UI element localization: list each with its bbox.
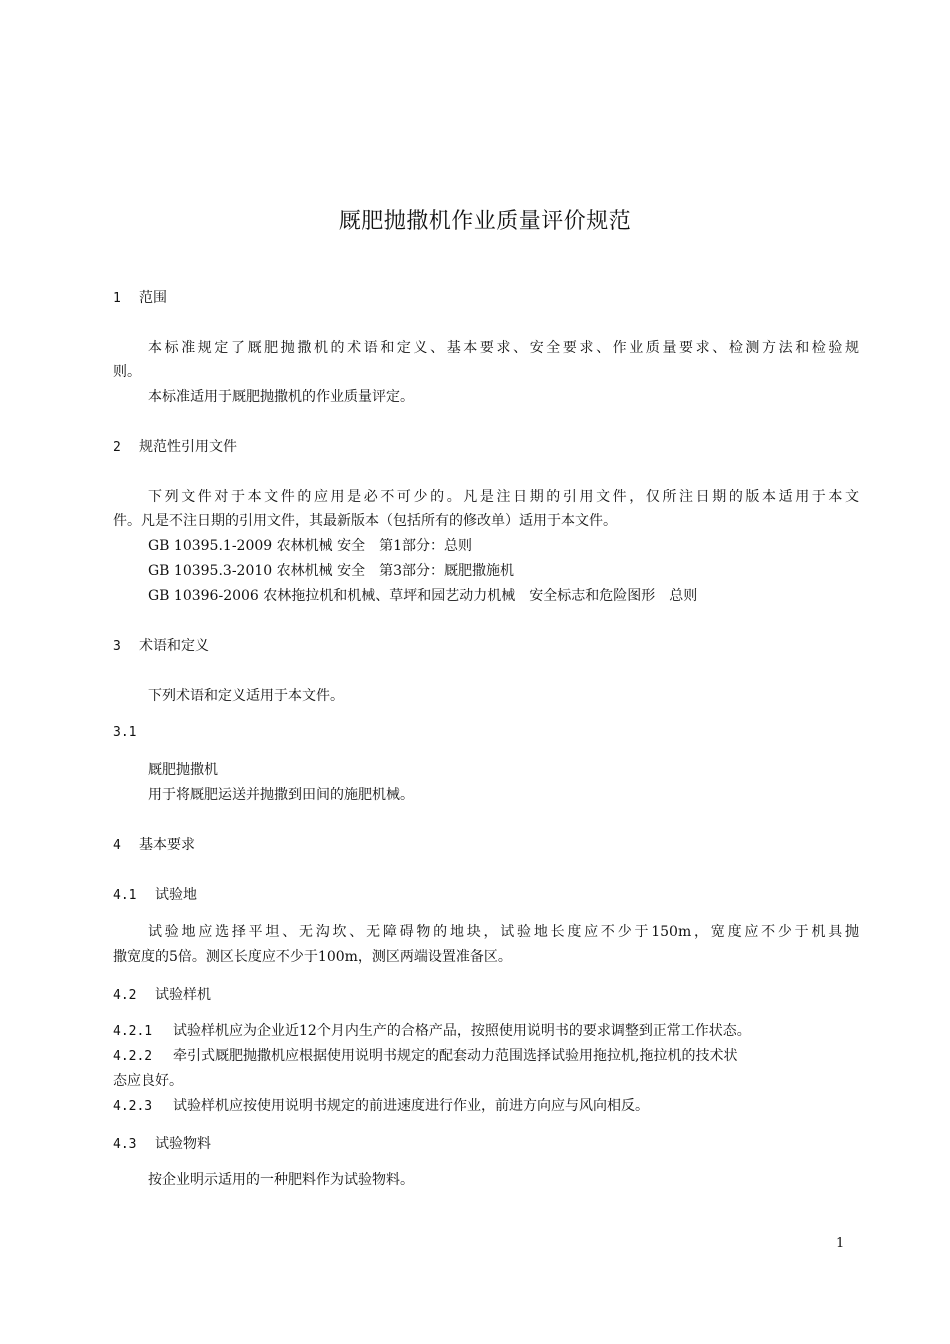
subsection-4-1-heading — [113, 884, 197, 907]
clause-4-2-3 — [113, 1095, 649, 1118]
subsection-3-1-number: 3.1 — [113, 725, 137, 740]
subsection-4-3-title: 试验物料 — [155, 1136, 211, 1152]
section-1-heading — [113, 287, 167, 310]
section-1-paragraph-1-line-2: 则。 — [113, 364, 141, 380]
section-3-paragraph-1: 下列术语和定义适用于本文件。 — [148, 688, 344, 704]
subsection-4-1-title: 试验地 — [155, 887, 197, 903]
clause-4-2-2 — [113, 1045, 737, 1068]
section-2-paragraph-1-line-1: 下列文件对于本文件的应用是必不可少的。凡是注日期的引用文件，仅所注日期的版本适用于本文 — [148, 489, 859, 505]
term-name: 厩肥抛撒机 — [148, 762, 218, 778]
section-4-number: 4 — [113, 838, 121, 853]
section-3-title: 术语和定义 — [139, 638, 209, 654]
subsection-4-1-line-2: 撒宽度的5倍。测区长度应不少于100m，测区两端设置准备区。 — [113, 949, 512, 965]
clause-4-2-1 — [113, 1020, 751, 1043]
reference-item: GB 10395.3-2010 农林机械 安全 第3部分：厩肥撒施机 — [148, 563, 514, 579]
section-1-paragraph-2: 本标准适用于厩肥抛撒机的作业质量评定。 — [148, 389, 414, 405]
subsection-4-2-title: 试验样机 — [155, 987, 211, 1003]
reference-item: GB 10395.1-2009 农林机械 安全 第1部分：总则 — [148, 538, 472, 554]
section-1-paragraph-1-line-1: 本标准规定了厩肥抛撒机的术语和定义、基本要求、安全要求、作业质量要求、检测方法和检验规 — [148, 340, 859, 356]
section-2-number: 2 — [113, 440, 121, 455]
reference-item: GB 10396-2006 农林拖拉机和机械、草坪和园艺动力机械 安全标志和危险图形 总则 — [148, 588, 698, 604]
section-3-number: 3 — [113, 639, 121, 654]
section-2-heading — [113, 436, 237, 459]
section-2-paragraph-1-line-2: 件。凡是不注日期的引用文件，其最新版本（包括所有的修改单）适用于本文件。 — [113, 513, 617, 529]
section-4-title: 基本要求 — [139, 837, 195, 853]
page-number: 1 — [836, 1236, 845, 1251]
subsection-4-3-text: 按企业明示适用的一种肥料作为试验物料。 — [148, 1172, 414, 1188]
clause-4-2-3-number: 4.2.3 — [113, 1099, 153, 1114]
section-1-title: 范围 — [139, 290, 167, 306]
subsection-4-2-heading — [113, 984, 211, 1007]
term-definition: 用于将厩肥运送并抛撒到田间的施肥机械。 — [148, 787, 414, 803]
section-4-heading — [113, 834, 195, 857]
clause-4-2-1-number: 4.2.1 — [113, 1024, 153, 1039]
clause-4-2-1-text: 试验样机应为企业近12个月内生产的合格产品，按照使用说明书的要求调整到正常工作状态。 — [173, 1023, 751, 1039]
section-3-heading — [113, 635, 209, 658]
subsection-4-1-number: 4.1 — [113, 888, 137, 903]
subsection-4-3-number: 4.3 — [113, 1137, 137, 1152]
clause-4-2-3-text: 试验样机应按使用说明书规定的前进速度进行作业，前进方向应与风向相反。 — [173, 1098, 649, 1114]
subsection-4-2-number: 4.2 — [113, 988, 137, 1003]
subsection-4-1-line-1: 试验地应选择平坦、无沟坎、无障碍物的地块，试验地长度应不少于150m，宽度应不少于机具抛 — [148, 924, 859, 940]
section-2-title: 规范性引用文件 — [139, 439, 237, 455]
document-title: 厩肥抛撒机作业质量评价规范 — [338, 209, 632, 234]
subsection-4-3-heading — [113, 1133, 211, 1156]
clause-4-2-2-text: 牵引式厩肥抛撒机应根据使用说明书规定的配套动力范围选择试验用拖拉机,拖拉机的技术状 — [173, 1048, 738, 1064]
clause-4-2-2-line-2: 态应良好。 — [113, 1073, 183, 1089]
section-1-number: 1 — [113, 291, 121, 306]
clause-4-2-2-number: 4.2.2 — [113, 1049, 153, 1064]
